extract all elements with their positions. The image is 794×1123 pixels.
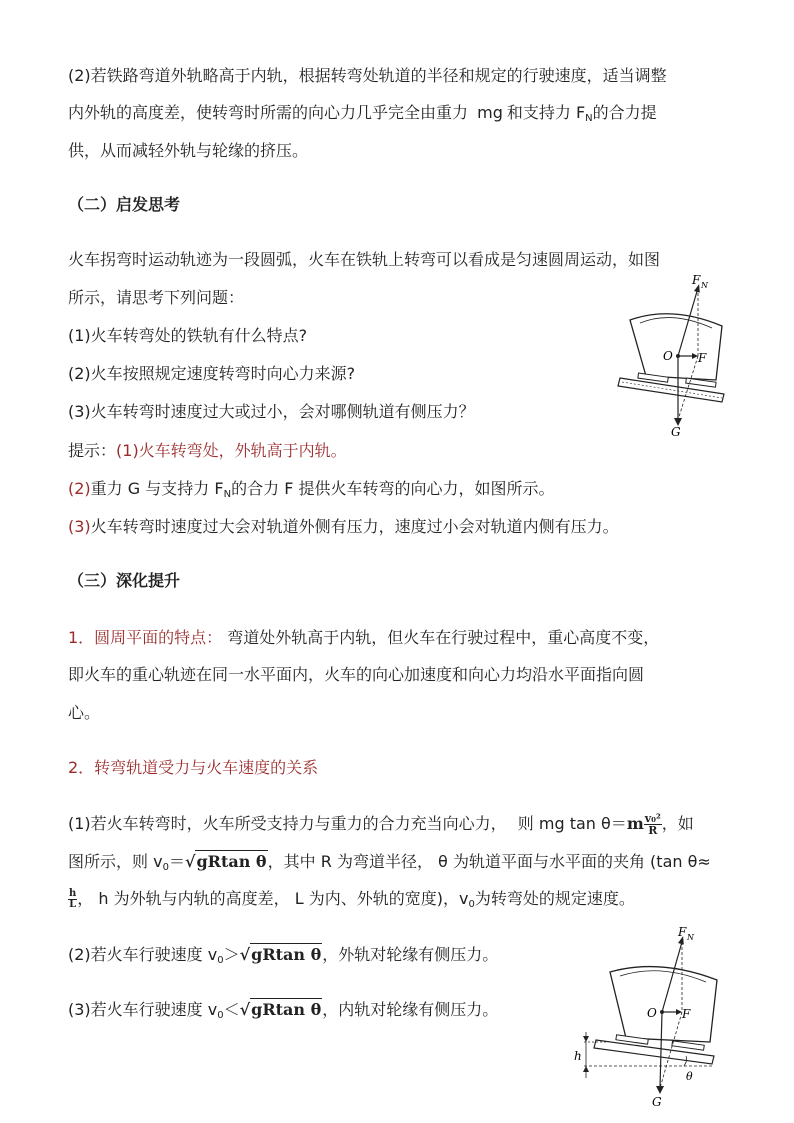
question-2: (2)火车按照规定速度转弯时向心力来源? xyxy=(68,364,356,383)
point-2-title: 2．转弯轨道受力与火车速度的关系 xyxy=(68,758,319,777)
g-symbol: G xyxy=(127,479,141,498)
case-3 xyxy=(68,998,498,1027)
r-symbol: R xyxy=(320,852,332,871)
section-2-para-1: 火车拐弯时运动轨迹为一段圆弧，火车在铁轨上转弯可以看成是匀速圆周运动，如图 xyxy=(68,250,661,269)
answer-2-num: (2) xyxy=(68,479,91,498)
f-label: F xyxy=(682,1007,691,1021)
fn-subscript: N xyxy=(223,489,232,500)
v0-symbol: v xyxy=(459,889,469,908)
answer-3 xyxy=(68,516,619,538)
case-text: ，外轨对轮缘有侧压力。 xyxy=(322,945,499,964)
question-3: (3)火车转弯时速度过大或过小，会对哪侧轨道有侧压力？ xyxy=(68,402,475,421)
theta-symbol: θ xyxy=(438,852,448,871)
tan-approx: (tan θ≈ xyxy=(650,852,711,871)
fn-symbol: F xyxy=(214,479,224,498)
sqrt-grtan: √gRtan θ xyxy=(239,1000,322,1019)
v0-subscript: 0 xyxy=(162,862,169,873)
o-label: O xyxy=(647,1006,657,1020)
case-text: (3)若火车行驶速度 xyxy=(68,1000,203,1019)
relation-text: 为轨道平面与水平面的夹角 xyxy=(452,852,645,871)
formula-h-over-l xyxy=(68,889,77,910)
section-2-para-2: 所示，请思考下列问题： xyxy=(68,288,245,307)
case-text: (2)若火车行驶速度 xyxy=(68,945,203,964)
section-3-para-1b: 即火车的重心轨迹在同一水平面内，火车的向心加速度和向心力均沿水平面指向圆 xyxy=(68,665,645,684)
answer-1-text: (1)火车转弯处，外轨高于内轨。 xyxy=(116,441,347,460)
mg-symbol: mg xyxy=(477,103,503,122)
relation-text: 图所示，则 xyxy=(68,852,149,871)
fraction-numerator: v₀² xyxy=(644,812,661,825)
g-label: G xyxy=(652,1095,662,1109)
answer-1 xyxy=(68,440,347,462)
v0-subscript: 0 xyxy=(217,1010,224,1021)
h-symbol: h xyxy=(98,889,109,908)
relation-line-2 xyxy=(68,850,711,879)
sqrt-grtan: √gRtan θ xyxy=(239,945,322,964)
answer-text: 重力 xyxy=(90,479,123,498)
fn-subscript: N xyxy=(585,113,593,124)
relation-text: ， xyxy=(77,889,94,908)
g-label: G xyxy=(671,425,681,439)
relation-line-1 xyxy=(68,813,694,836)
hint-label: 提示： xyxy=(68,441,117,460)
train-car-body xyxy=(610,967,717,1042)
relation-text: 为转弯处的规定速度。 xyxy=(474,889,635,908)
train-car-body xyxy=(630,314,722,380)
fraction-denominator: R xyxy=(648,824,658,837)
intro-line-3: 供，从而减轻外轨与轮缘的挤压。 xyxy=(68,141,309,160)
intro-text: 的合力提 xyxy=(592,103,657,122)
point-1-text: 弯道处外轨高于内轨，但火车在行驶过程中，重心高度不变， xyxy=(227,628,660,647)
theta-label: θ xyxy=(686,1070,693,1083)
answer-2 xyxy=(68,478,555,506)
fn-label: F xyxy=(678,925,687,939)
less-than: ＜ xyxy=(223,1000,240,1019)
answer-text: 与支持力 xyxy=(145,479,210,498)
section-3-para-1c: 心。 xyxy=(68,703,101,722)
relation-text: 为外轨与内轨的高度差， xyxy=(113,889,290,908)
sqrt-grtan: √gRtan θ xyxy=(184,852,267,871)
fraction-numerator: h xyxy=(69,888,77,899)
relation-text: 则 xyxy=(517,814,534,833)
v0-subscript: 0 xyxy=(468,899,475,910)
v0-symbol: v xyxy=(207,1000,218,1019)
relation-text: ，如 xyxy=(661,814,694,833)
intro-text: 内外轨的高度差，使转弯时所需的向心力几乎完全由重力 xyxy=(68,103,469,122)
v0-symbol: v xyxy=(153,852,163,871)
greater-than: ＞ xyxy=(223,945,240,964)
relation-text: 为内、外轨的宽度)， xyxy=(308,889,459,908)
section-2-title: （二）启发思考 xyxy=(68,195,181,214)
answer-3-text: 火车转弯时速度过大会对轨道外侧有压力，速度过小会对轨道内侧有压力。 xyxy=(90,517,619,536)
sqrt-radicand: gRtan θ xyxy=(251,1000,322,1019)
f-symbol: F xyxy=(284,479,294,498)
relation-text: (1)若火车转弯时，火车所受支持力与重力的合力充当向心力， xyxy=(68,814,507,833)
formula-m: m xyxy=(626,814,644,833)
answer-3-num: (3) xyxy=(68,517,91,536)
train-force-diagram-2 xyxy=(572,920,732,1110)
sqrt-radicand: gRtan θ xyxy=(196,852,267,871)
section-3-para-1a xyxy=(68,627,659,649)
train-force-diagram-1 xyxy=(612,270,737,440)
v0-symbol: v xyxy=(207,945,218,964)
point-1-title: 1．圆周平面的特点： xyxy=(68,628,223,647)
h-label: h xyxy=(574,1049,582,1063)
relation-text: 为弯道半径， xyxy=(336,852,433,871)
case-2 xyxy=(68,943,498,972)
answer-text: 的合力 xyxy=(231,479,280,498)
section-3-title: （三）深化提升 xyxy=(68,571,181,590)
intro-line-1: (2)若铁路弯道外轨略高于内轨，根据转弯处轨道的半径和规定的行驶速度，适当调整 xyxy=(68,66,667,85)
fn-label: F xyxy=(692,273,701,287)
relation-line-3 xyxy=(68,888,635,916)
answer-text: 提供火车转弯的向心力，如图所示。 xyxy=(298,479,555,498)
fn-label-sub: N xyxy=(687,933,694,942)
f-label: F xyxy=(698,351,707,365)
intro-text: 和支持力 xyxy=(506,103,571,122)
case-text: ，内轨对轮缘有侧压力。 xyxy=(322,1000,499,1019)
equals-sign: ＝ xyxy=(168,852,185,871)
l-symbol: L xyxy=(294,889,304,908)
fn-label-sub: N xyxy=(701,281,708,290)
fn-symbol: F xyxy=(575,103,586,122)
relation-text: ，其中 xyxy=(267,852,316,871)
sqrt-radicand: gRtan θ xyxy=(251,945,322,964)
question-1: (1)火车转弯处的铁轨有什么特点? xyxy=(68,326,308,345)
intro-line-2 xyxy=(68,102,657,130)
formula-v0-squared-over-r xyxy=(644,813,662,836)
o-label: O xyxy=(663,349,673,363)
formula-mgtan: mg tan θ＝ xyxy=(538,814,627,833)
fraction-denominator: L xyxy=(69,899,77,910)
v0-subscript: 0 xyxy=(217,955,224,966)
